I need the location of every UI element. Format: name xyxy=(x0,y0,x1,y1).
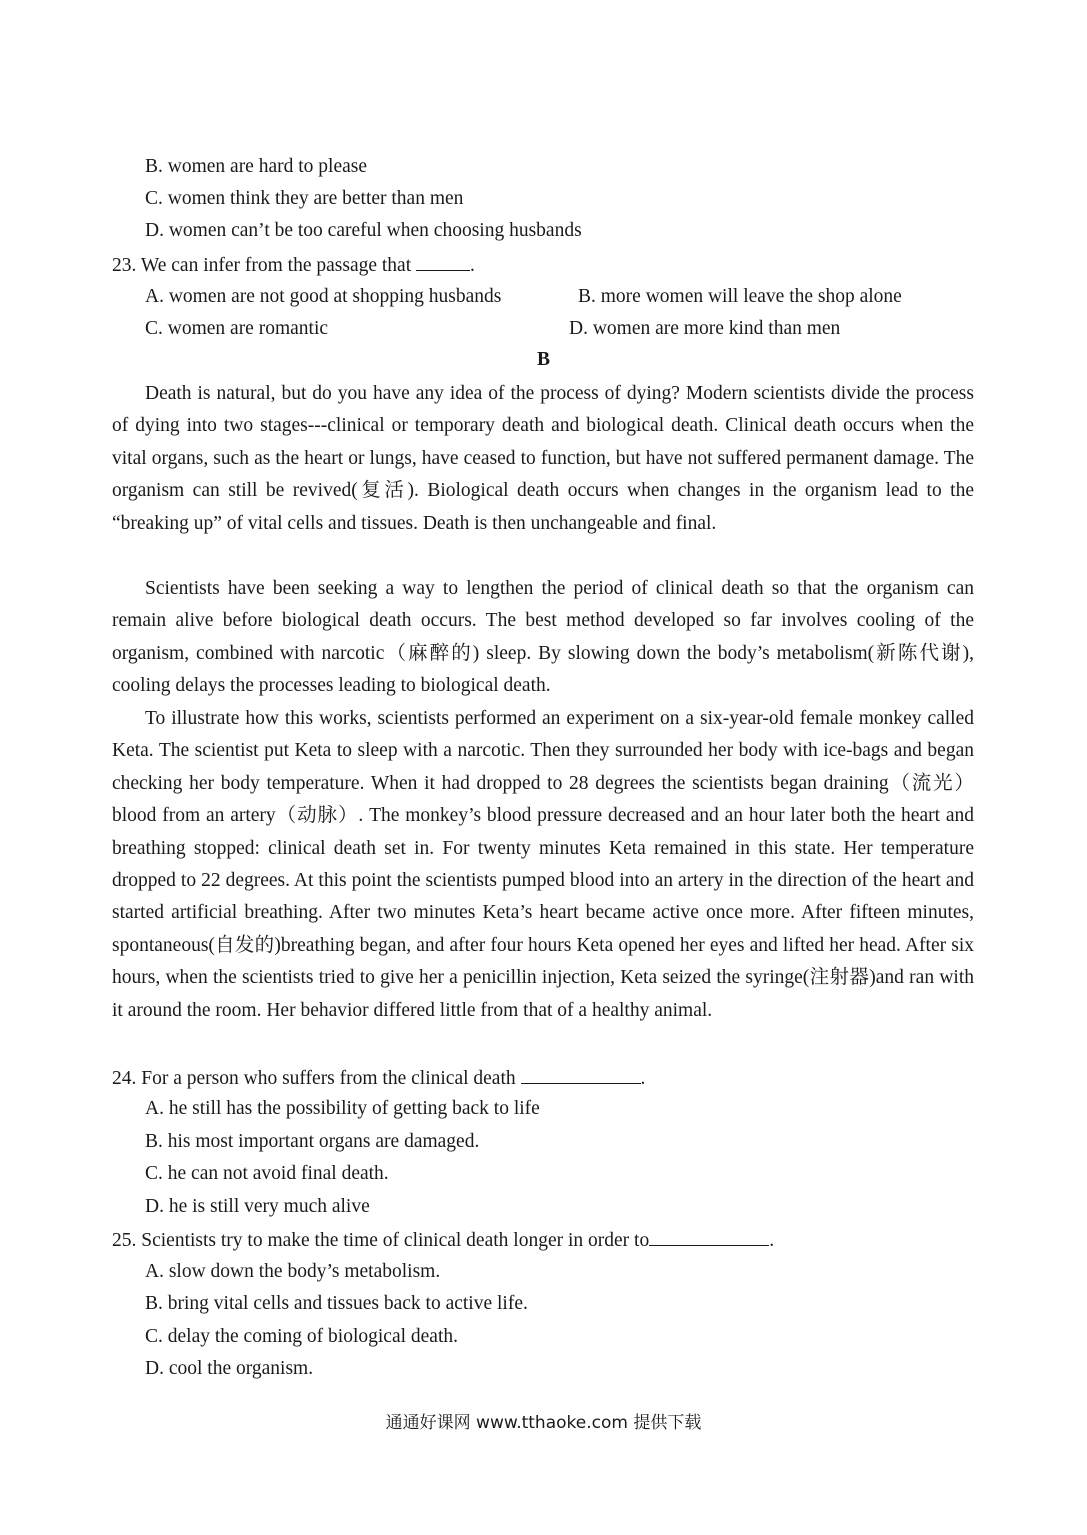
q24-stem-text: 24. For a person who suffers from the clinical death xyxy=(112,1068,516,1089)
q25-option-c: C. delay the coming of biological death. xyxy=(145,1326,458,1347)
q24-option-b: B. his most important organs are damaged. xyxy=(145,1131,480,1152)
q24-option-d: D. he is still very much alive xyxy=(145,1196,370,1217)
answer-blank xyxy=(416,252,470,271)
q25-option-a: A. slow down the body’s metabolism. xyxy=(145,1261,441,1282)
answer-blank xyxy=(649,1227,769,1246)
passage-paragraph-3: To illustrate how this works, scientists performed an experiment on a six-year-old female monkey called Keta. The scientist put Keta to sleep with a narcotic. Then they surrounded her body with ice-bags and began checking her body temperature. When it had dropped to 28 degrees the scientists began draining（流光） blood from an artery（动脉）. The monkey’s blood pressure decreased and an hour later both the heart and breathing stopped: clinical death set in. For twenty minutes Keta remained in this state. Her temperature dropped to 22 degrees. At this point the scientists pumped blood into an artery in the direction of the heart and started artificial breathing. After two minutes Keta’s heart became active once more. After fifteen minutes, spontaneous(自发的)breathing began, and after four hours Keta opened her eyes and lifted her head. After six hours, when the scientists tried to give her a penicillin injection, Keta seized the syringe(注射器)and ran with it around the room. Her behavior differed little from that of a healthy animal. xyxy=(112,708,974,1021)
q22-option-d: D. women can’t be too careful when choosing husbands xyxy=(145,220,582,241)
passage-paragraph-1: Death is natural, but do you have any idea of the process of dying? Modern scientists divide the process of dying into two stages---clinical or temporary death and biological death. Clinical death occurs when the vital organs, such as the heart or lungs, have ceased to function, but have not suffered permanent damage. The organism can still be revived(复活). Biological death occurs when changes in the organism lead to the “breaking up” of vital cells and tissues. Death is then unchangeable and final. xyxy=(112,383,974,534)
q22-option-b: B. women are hard to please xyxy=(145,156,368,177)
passage-paragraph-2: Scientists have been seeking a way to lengthen the period of clinical death so that the organism can remain alive before biological death occurs. The best method developed so far involves cooling of the organism, combined with narcotic（麻醉的) sleep. By slowing down the body’s metabolism(新陈代谢), cooling delays the processes leading to biological death. xyxy=(112,578,974,697)
q23-option-b: B. more women will leave the shop alone xyxy=(578,286,902,307)
q23-option-d: D. women are more kind than men xyxy=(569,318,841,339)
page-footer: 通通好课网 www.tthaoke.com 提供下载 xyxy=(385,1413,702,1433)
q23-option-c: C. women are romantic xyxy=(145,318,329,339)
q23-stem-text: 23. We can infer from the passage that xyxy=(112,255,412,276)
q23-stem: 23. We can infer from the passage that . xyxy=(112,252,475,278)
q25-option-d: D. cool the organism. xyxy=(145,1358,314,1379)
q24-option-c: C. he can not avoid final death. xyxy=(145,1163,389,1184)
q23-option-a: A. women are not good at shopping husbands xyxy=(145,286,502,307)
q24-option-a: A. he still has the possibility of getting back to life xyxy=(145,1098,540,1119)
q24-stem: 24. For a person who suffers from the clinical death . xyxy=(112,1065,645,1091)
answer-blank xyxy=(521,1065,641,1084)
q22-option-c: C. women think they are better than men xyxy=(145,188,464,209)
section-title: B xyxy=(536,349,550,370)
q25-option-b: B. bring vital cells and tissues back to active life. xyxy=(145,1293,528,1314)
q25-stem-text: 25. Scientists try to make the time of clinical death longer in order to xyxy=(112,1230,650,1251)
q25-stem: 25. Scientists try to make the time of clinical death longer in order to . xyxy=(112,1227,774,1253)
